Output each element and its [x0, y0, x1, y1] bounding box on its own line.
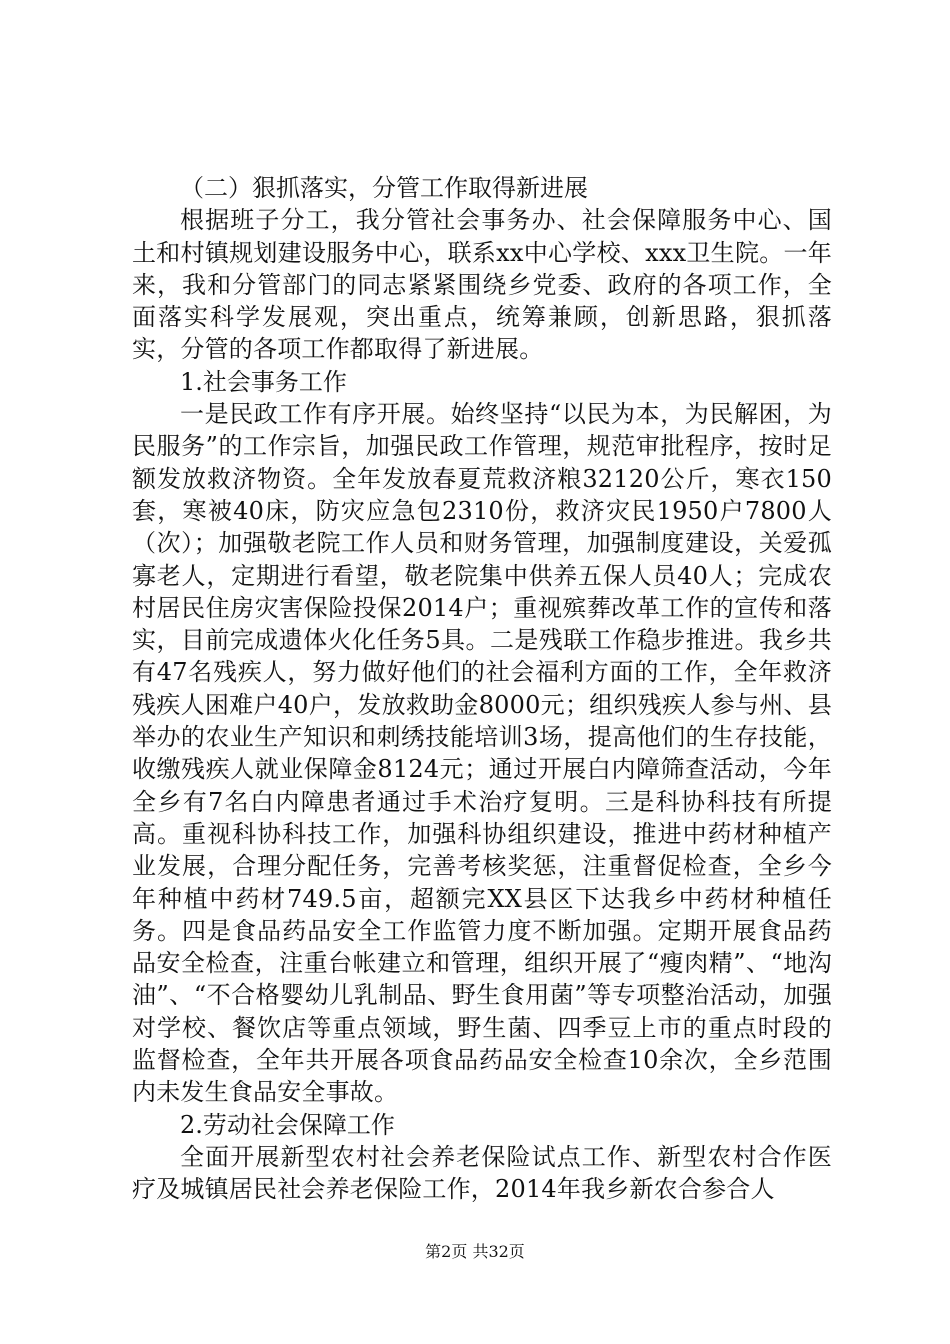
labor-security-paragraph: 全面开展新型农村社会养老保险试点工作、新型农村合作医疗及城镇居民社会养老保险工作，2014年我乡新农合参合人 — [132, 1142, 832, 1204]
intro-paragraph: 根据班子分工，我分管社会事务办、社会保障服务中心、国土和村镇规划建设服务中心，联系xx中心学校、xxx卫生院。一年来，我和分管部门的同志紧紧围绕乡党委、政府的各项工作，全面落实科学发展观，突出重点，统筹兼顾，创新思路，狠抓落实，分管的各项工作都取得了新进展。 — [132, 206, 832, 364]
section-heading: （二）狠抓落实，分管工作取得新进展 — [180, 174, 588, 202]
subheading-labor-security: 2.劳动社会保障工作 — [180, 1110, 395, 1139]
page-footer — [0, 1242, 950, 1262]
page-number: 第2页 共32页 — [425, 1242, 525, 1261]
subheading-social-affairs: 1.社会事务工作 — [180, 367, 347, 396]
social-affairs-paragraph: 一是民政工作有序开展。始终坚持“以民为本，为民解困，为民服务”的工作宗旨，加强民政工作管理，规范审批程序，按时足额发放救济物资。全年发放春夏荒救济粮32120公斤，寒衣150套，寒被40床，防灾应急包2310份，救济灾民1950户7800人（次）；加强敬老院工作人员和财务管理，加强制度建设，关爱孤寡老人，定期进行看望，敬老院集中供养五保人员40人；完成农村居民住房灾害保险投保2014户；重视殡葬改革工作的宣传和落实，目前完成遗体火化任务5具。二是残联工作稳步推进。我乡共有47名残疾人，努力做好他们的社会福利方面的工作，全年救济残疾人困难户40户，发放救助金8000元；组织残疾人参与州、县举办的农业生产知识和刺绣技能培训3场，提高他们的生存技能，收缴残疾人就业保障金8124元；通过开展白内障筛查活动，今年全乡有7名白内障患者通过手术治疗复明。三是科协科技有所提高。重视科协科技工作，加强科协组织建设，推进中药材种植产业发展，合理分配任务，完善考核奖惩，注重督促检查，全乡今年种植中药材749.5亩，超额完XX县区下达我乡中药材种植任务。四是食品药品安全工作监管力度不断加强。定期开展食品药品安全检查，注重台帐建立和管理，组织开展了“瘦肉精”、“地沟油”、“不合格婴幼儿乳制品、野生食用菌”等专项整治活动，加强对学校、餐饮店等重点领域，野生菌、四季豆上市的重点时段的监督检查，全年共开展各项食品药品安全检查10余次，全乡范围内未发生食品安全事故。 — [132, 400, 832, 1107]
document-body — [132, 172, 832, 1206]
